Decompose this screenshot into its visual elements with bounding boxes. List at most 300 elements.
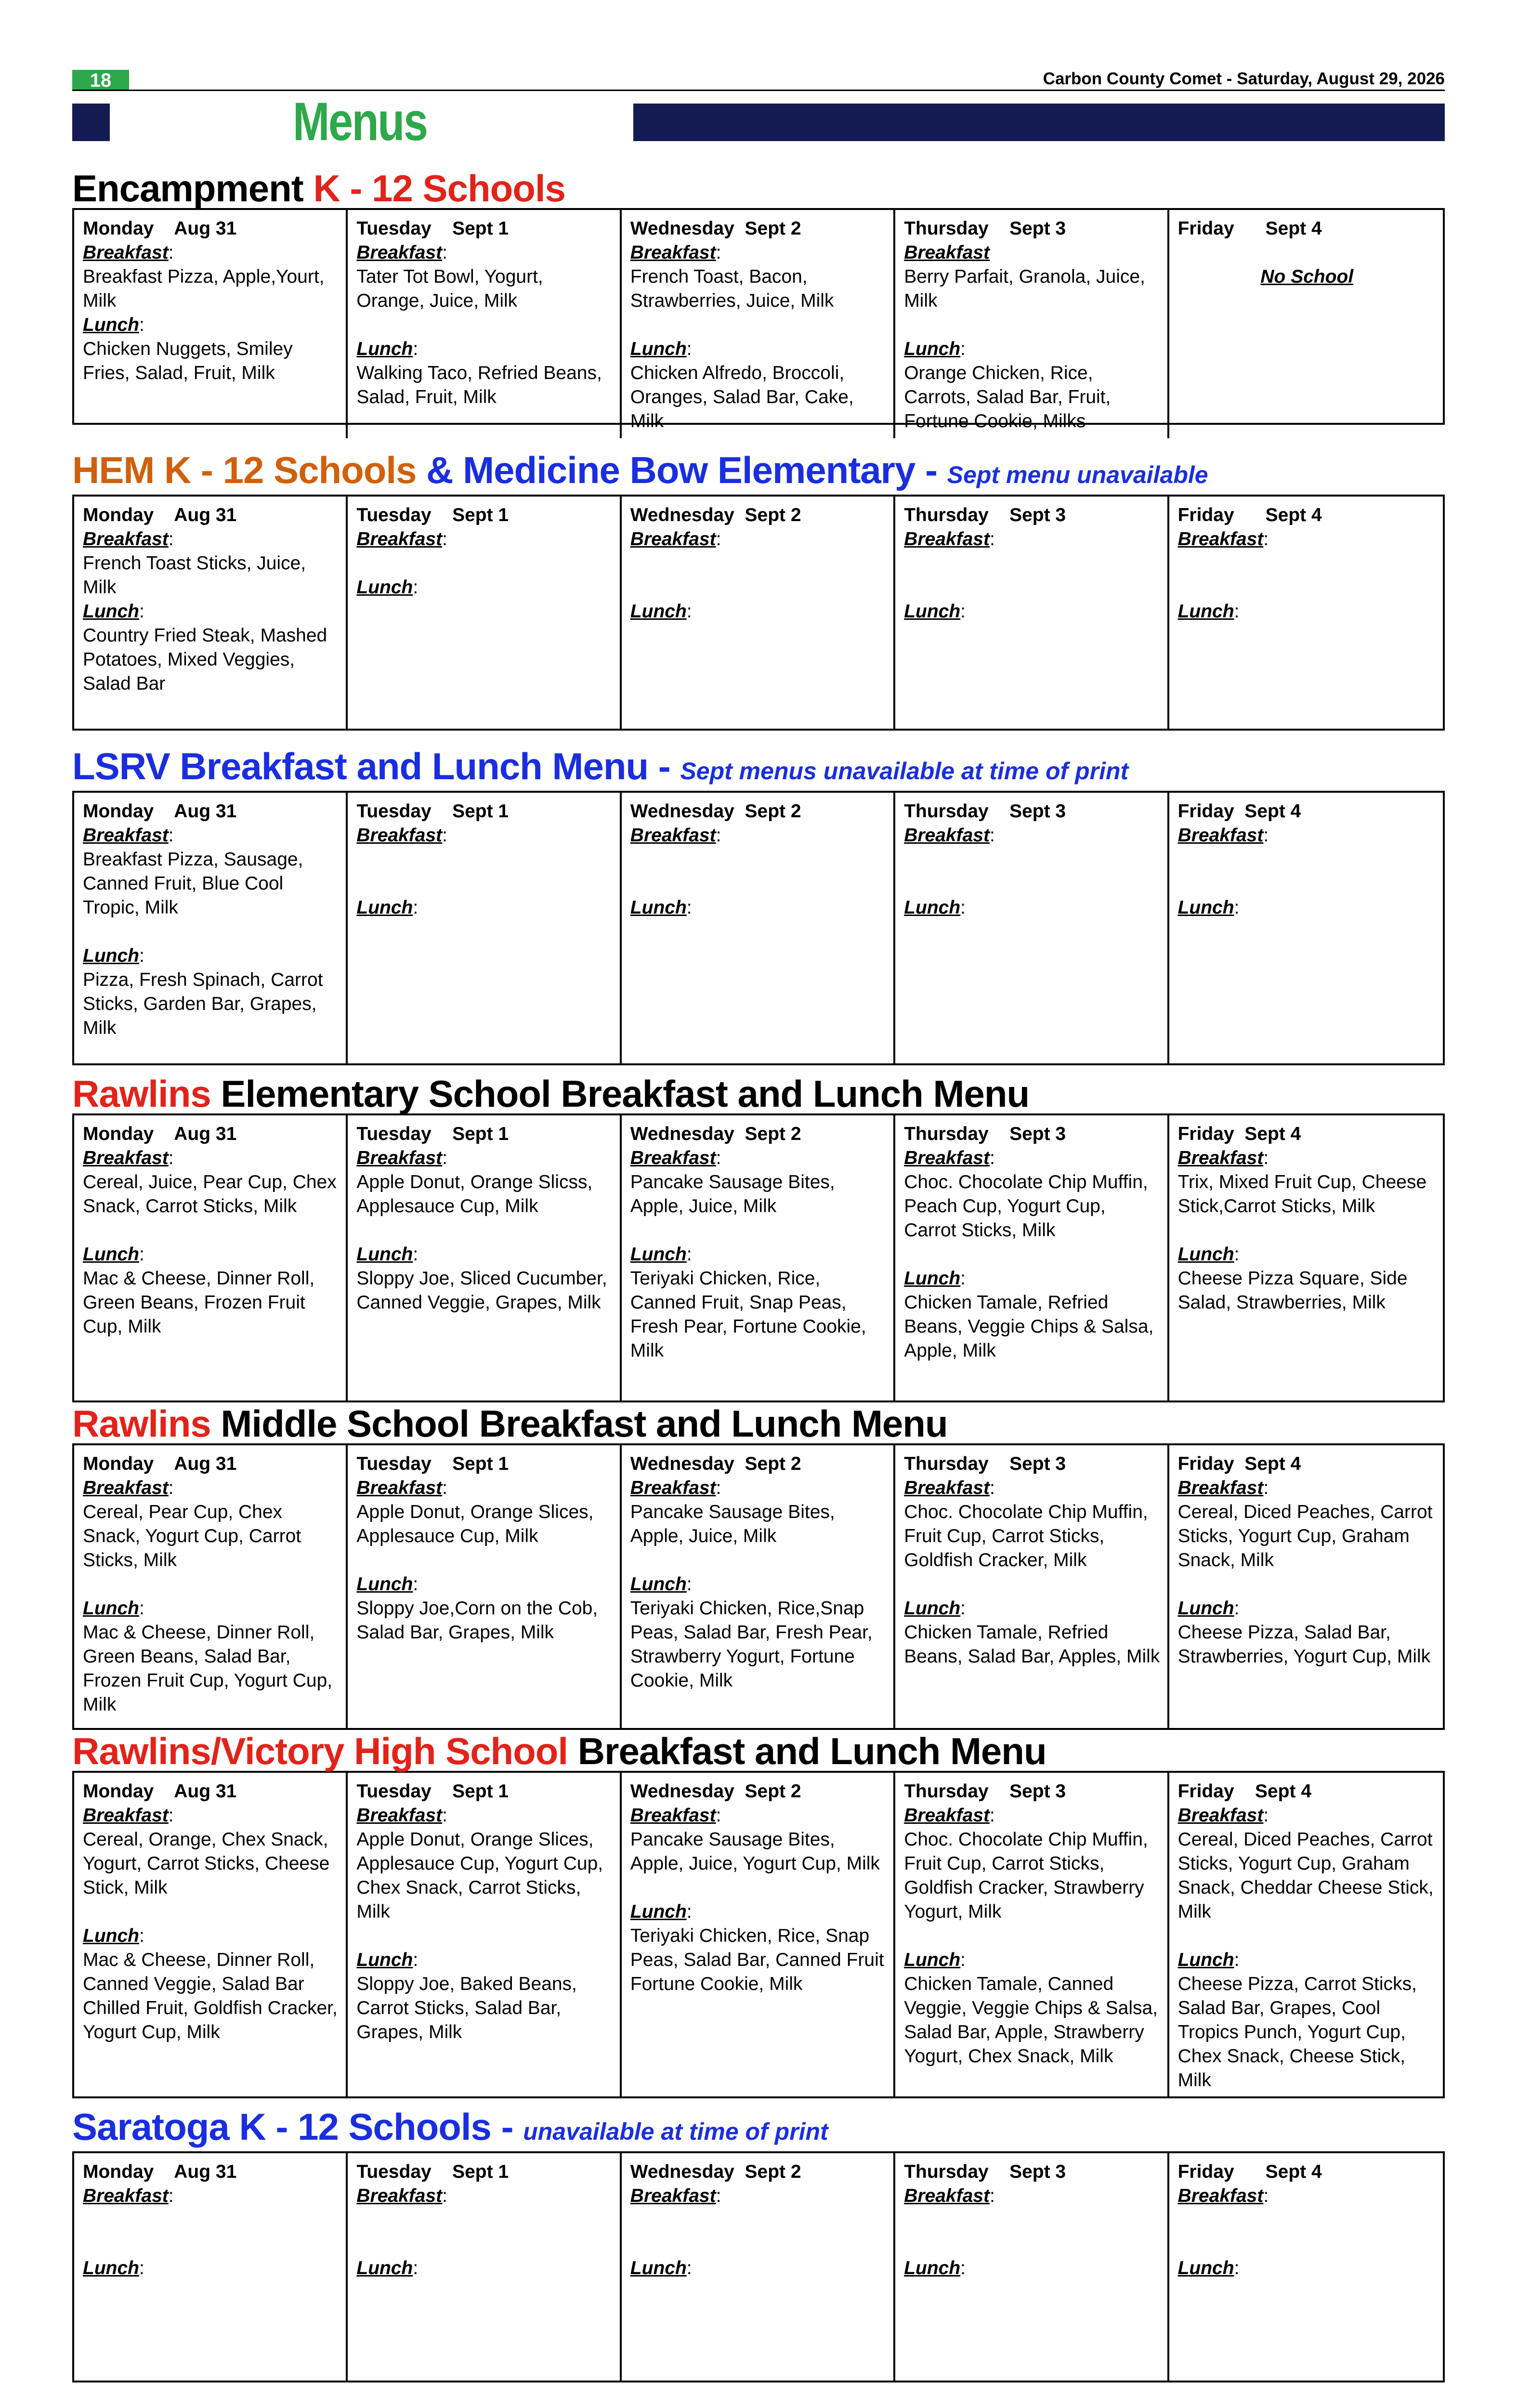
section-title bbox=[72, 2107, 1445, 2151]
menu-section bbox=[72, 746, 1445, 1065]
breakfast-items: Choc. Chocolate Chip Muffin, Fruit Cup, Carrot Sticks, Goldfish Cracker, Milk bbox=[904, 1502, 1148, 1570]
section-note: Sept menus unavailable at time of print bbox=[680, 758, 1129, 785]
day-label: Wednesday Sept 2 bbox=[630, 218, 801, 239]
spacer bbox=[356, 2232, 613, 2256]
lunch-items: Teriyaki Chicken, Rice,Snap Peas, Salad Bar, Fresh Pear, Strawberry Yogurt, Fortune Cookie, Milk bbox=[630, 1598, 873, 1691]
spacer bbox=[356, 551, 613, 576]
day-cell bbox=[1169, 793, 1443, 1063]
lunch-heading: Lunch: bbox=[356, 2258, 418, 2278]
day-label: Wednesday Sept 2 bbox=[630, 2161, 801, 2182]
day-label: Thursday Sept 3 bbox=[904, 1124, 1066, 1144]
breakfast-items: Berry Parfait, Granola, Juice, Milk bbox=[904, 266, 1145, 311]
day-cell bbox=[348, 793, 621, 1063]
spacer bbox=[1178, 848, 1436, 872]
breakfast-label: Breakfast bbox=[1177, 825, 1264, 846]
menu-grid bbox=[72, 208, 1445, 432]
breakfast-heading: Breakfast: bbox=[356, 2186, 448, 2206]
breakfast-heading: Breakfast: bbox=[630, 1148, 721, 1168]
lunch-items: Cheese Pizza, Salad Bar, Strawberries, Yogurt Cup, Milk bbox=[1177, 1622, 1431, 1667]
breakfast-label: Breakfast bbox=[83, 242, 169, 263]
day-label: Tuesday Sept 1 bbox=[356, 1781, 509, 1802]
lunch-label: Lunch bbox=[356, 577, 413, 598]
lunch-heading: Lunch: bbox=[630, 601, 692, 622]
spacer bbox=[1178, 1924, 1436, 1948]
breakfast-items: Choc. Chocolate Chip Muffin, Peach Cup, Yogurt Cup, Carrot Sticks, Milk bbox=[904, 1172, 1148, 1241]
lunch-heading: Lunch: bbox=[83, 1925, 144, 1946]
breakfast-heading: Breakfast: bbox=[356, 242, 448, 263]
lunch-heading: Lunch: bbox=[1177, 897, 1240, 918]
spacer bbox=[904, 2232, 1160, 2256]
breakfast-heading: Breakfast: bbox=[904, 825, 995, 846]
breakfast-heading: Breakfast: bbox=[83, 1148, 174, 1168]
day-label: Friday Sept 4 bbox=[1177, 2161, 1322, 2182]
section-note: Sept menu unavailable bbox=[947, 461, 1208, 488]
section-title-part: & Medicine Bow Elementary - bbox=[426, 449, 947, 491]
day-cell bbox=[895, 210, 1169, 438]
breakfast-heading: Breakfast: bbox=[1177, 1478, 1269, 1498]
breakfast-items: Pancake Sausage Bites, Apple, Juice, Yogurt Cup, Milk bbox=[630, 1829, 880, 1874]
spacer bbox=[630, 2232, 887, 2256]
day-label: Monday Aug 31 bbox=[83, 1453, 237, 1474]
day-label: Friday Sept 4 bbox=[1177, 1781, 1312, 1802]
section-title-part: LSRV Breakfast and Lunch Menu - bbox=[72, 745, 680, 787]
breakfast-heading: Breakfast: bbox=[83, 2186, 174, 2206]
breakfast-label: Breakfast bbox=[630, 825, 716, 846]
header-bar bbox=[633, 104, 1445, 141]
breakfast-label: Breakfast bbox=[904, 1148, 990, 1168]
day-label: Monday Aug 31 bbox=[83, 1781, 237, 1802]
day-cell bbox=[895, 2153, 1169, 2381]
lunch-heading: Lunch: bbox=[1177, 2258, 1240, 2278]
menu-grid bbox=[72, 1771, 1445, 2098]
breakfast-heading: Breakfast: bbox=[1177, 1148, 1269, 1168]
day-cell bbox=[74, 793, 348, 1063]
lunch-label: Lunch bbox=[904, 2258, 961, 2278]
breakfast-label: Breakfast bbox=[83, 825, 169, 846]
lunch-heading: Lunch: bbox=[630, 1244, 692, 1265]
breakfast-label: Breakfast bbox=[904, 825, 990, 846]
day-label: Tuesday Sept 1 bbox=[356, 801, 509, 822]
breakfast-heading: Breakfast: bbox=[904, 1148, 995, 1168]
menu-section bbox=[72, 1404, 1445, 1730]
breakfast-items: Cereal, Diced Peaches, Carrot Sticks, Yogurt Cup, Graham Snack, Cheddar Cheese Stick, Milk bbox=[1177, 1829, 1434, 1922]
breakfast-label: Breakfast bbox=[630, 2186, 716, 2206]
day-label: Monday Aug 31 bbox=[83, 801, 237, 822]
day-cell bbox=[622, 1773, 895, 2097]
spacer bbox=[356, 848, 613, 872]
breakfast-label: Breakfast bbox=[630, 1148, 716, 1168]
section-title-part: Breakfast and Lunch Menu bbox=[577, 1730, 1046, 1772]
menu-section bbox=[72, 1074, 1445, 1402]
day-label: Friday Sept 4 bbox=[1177, 1453, 1301, 1474]
section-title-part: Elementary School Breakfast and Lunch Menu bbox=[221, 1073, 1030, 1115]
spacer bbox=[356, 1548, 613, 1572]
day-cell bbox=[895, 1445, 1169, 1728]
breakfast-items: Cereal, Orange, Chex Snack, Yogurt, Carrot Sticks, Cheese Stick, Milk bbox=[83, 1829, 330, 1898]
breakfast-label: Breakfast bbox=[904, 1805, 990, 1826]
lunch-items: Chicken Tamale, Refried Beans, Veggie Chips & Salsa, Apple, Milk bbox=[904, 1292, 1154, 1361]
breakfast-heading: Breakfast: bbox=[1177, 825, 1269, 846]
day-label: Thursday Sept 3 bbox=[904, 218, 1066, 239]
lunch-label: Lunch bbox=[904, 897, 961, 918]
day-cell bbox=[348, 1773, 621, 2097]
spacer bbox=[904, 872, 1160, 896]
spacer bbox=[1178, 2208, 1436, 2232]
lunch-heading: Lunch: bbox=[630, 1574, 692, 1595]
day-label: Wednesday Sept 2 bbox=[630, 801, 801, 822]
section-title bbox=[72, 1731, 1445, 1771]
lunch-heading: Lunch: bbox=[630, 339, 692, 359]
lunch-label: Lunch bbox=[83, 945, 139, 966]
breakfast-heading: Breakfast: bbox=[904, 1478, 995, 1498]
breakfast-heading: Breakfast: bbox=[83, 529, 174, 550]
day-label: Tuesday Sept 1 bbox=[356, 218, 509, 239]
lunch-label: Lunch bbox=[630, 1244, 687, 1265]
lunch-heading: Lunch: bbox=[356, 1574, 418, 1595]
spacer bbox=[630, 1876, 887, 1900]
lunch-label: Lunch bbox=[356, 1244, 413, 1265]
breakfast-label: Breakfast bbox=[356, 825, 443, 846]
menu-grid bbox=[72, 2151, 1445, 2382]
lunch-heading: Lunch: bbox=[83, 314, 144, 335]
breakfast-label: Breakfast bbox=[1177, 1478, 1264, 1498]
lunch-heading: Lunch: bbox=[83, 1598, 144, 1619]
lunch-label: Lunch bbox=[356, 1574, 413, 1595]
menu-section bbox=[72, 2107, 1445, 2382]
breakfast-label: Breakfast bbox=[630, 1478, 716, 1498]
spacer bbox=[630, 848, 887, 872]
day-cell bbox=[622, 497, 895, 729]
spacer bbox=[630, 872, 887, 896]
breakfast-label: Breakfast bbox=[83, 1148, 169, 1168]
spacer bbox=[1178, 2232, 1436, 2256]
breakfast-label: Breakfast bbox=[630, 242, 716, 263]
day-label: Friday Sept 4 bbox=[1177, 801, 1301, 822]
menu-grid bbox=[72, 495, 1445, 731]
lunch-items: Cheese Pizza Square, Side Salad, Strawberries, Milk bbox=[1177, 1268, 1408, 1313]
lunch-heading: Lunch: bbox=[904, 1950, 966, 1970]
lunch-items: Chicken Tamale, Refried Beans, Salad Bar, Apples, Milk bbox=[904, 1622, 1160, 1667]
breakfast-items: French Toast Sticks, Juice, Milk bbox=[83, 553, 306, 598]
breakfast-heading: Breakfast: bbox=[630, 529, 721, 550]
lunch-items: Sloppy Joe, Baked Beans, Carrot Sticks, Salad Bar, Grapes, Milk bbox=[356, 1974, 577, 2042]
day-label: Tuesday Sept 1 bbox=[356, 1124, 509, 1144]
spacer bbox=[356, 1924, 613, 1948]
lunch-heading: Lunch: bbox=[356, 339, 418, 359]
breakfast-heading: Breakfast: bbox=[356, 825, 448, 846]
section-title-part: K - 12 Schools bbox=[313, 167, 565, 209]
lunch-label: Lunch bbox=[1177, 897, 1234, 918]
lunch-heading: Lunch: bbox=[904, 2258, 966, 2278]
breakfast-label: Breakfast bbox=[356, 529, 443, 550]
lunch-heading: Lunch: bbox=[356, 1950, 418, 1970]
spacer bbox=[630, 1548, 887, 1572]
breakfast-heading: Breakfast: bbox=[1177, 1805, 1269, 1826]
day-label: Monday Aug 31 bbox=[83, 1124, 237, 1144]
breakfast-items: Cereal, Pear Cup, Chex Snack, Yogurt Cup, Carrot Sticks, Milk bbox=[83, 1502, 301, 1570]
day-cell bbox=[622, 210, 895, 438]
breakfast-items: Cereal, Diced Peaches, Carrot Sticks, Yogurt Cup, Graham Snack, Milk bbox=[1177, 1502, 1433, 1570]
lunch-heading: Lunch: bbox=[83, 945, 144, 966]
lunch-items: Mac & Cheese, Dinner Roll, Green Beans, Frozen Fruit Cup, Milk bbox=[83, 1268, 315, 1337]
spacer bbox=[356, 1218, 613, 1243]
spacer bbox=[630, 2208, 887, 2232]
spacer bbox=[630, 1218, 887, 1243]
spacer bbox=[83, 1900, 339, 1924]
breakfast-heading: Breakfast: bbox=[83, 242, 174, 263]
breakfast-label: Breakfast bbox=[1177, 1148, 1264, 1168]
section-title bbox=[72, 169, 1445, 208]
lunch-items: Mac & Cheese, Dinner Roll, Canned Veggie, Salad Bar Chilled Fruit, Goldfish Cracker, Yogurt Cup, Milk bbox=[83, 1950, 338, 2042]
breakfast-heading: Breakfast: bbox=[630, 1478, 721, 1498]
lunch-heading: Lunch: bbox=[630, 2258, 692, 2278]
day-label: Friday Sept 4 bbox=[1177, 218, 1322, 239]
lunch-heading: Lunch: bbox=[1177, 1950, 1240, 1970]
menu-section bbox=[72, 450, 1445, 731]
breakfast-heading: Breakfast: bbox=[630, 242, 721, 263]
lunch-label: Lunch bbox=[356, 1950, 413, 1970]
breakfast-items: Breakfast Pizza, Apple,Yourt, Milk bbox=[83, 266, 325, 311]
breakfast-label: Breakfast bbox=[1177, 1805, 1264, 1826]
day-cell bbox=[1169, 2153, 1443, 2381]
lunch-label: Lunch bbox=[904, 1268, 961, 1289]
breakfast-label: Breakfast bbox=[1177, 529, 1264, 550]
breakfast-label: Breakfast bbox=[83, 529, 169, 550]
lunch-items: Sloppy Joe,Corn on the Cob, Salad Bar, Grapes, Milk bbox=[356, 1598, 598, 1643]
day-label: Thursday Sept 3 bbox=[904, 1453, 1066, 1474]
lunch-label: Lunch bbox=[1177, 2258, 1234, 2278]
breakfast-heading: Breakfast: bbox=[356, 1805, 448, 1826]
day-cell bbox=[74, 1773, 348, 2097]
day-label: Thursday Sept 3 bbox=[904, 505, 1066, 525]
day-label: Friday Sept 4 bbox=[1177, 1124, 1301, 1144]
breakfast-items: Apple Donut, Orange Slicss, Applesauce Cup, Milk bbox=[356, 1172, 593, 1217]
page-title: Menus bbox=[293, 92, 427, 152]
breakfast-heading: Breakfast: bbox=[356, 1478, 448, 1498]
menu-grid bbox=[72, 1113, 1445, 1402]
lunch-label: Lunch bbox=[1177, 601, 1234, 622]
breakfast-label: Breakfast bbox=[630, 529, 716, 550]
section-title-part: Encampment bbox=[72, 167, 314, 209]
breakfast-items: Pancake Sausage Bites, Apple, Juice, Milk bbox=[630, 1172, 835, 1217]
lunch-items: Teriyaki Chicken, Rice, Snap Peas, Salad Bar, Canned Fruit Fortune Cookie, Milk bbox=[630, 1925, 884, 1994]
spacer bbox=[904, 1924, 1160, 1948]
lunch-items: Chicken Tamale, Canned Veggie, Veggie Chips & Salsa, Salad Bar, Apple, Strawberry Yogurt, Chex Snack, Milk bbox=[904, 1974, 1158, 2067]
lunch-label: Lunch bbox=[83, 601, 139, 622]
breakfast-label: Breakfast bbox=[904, 2186, 990, 2206]
day-cell bbox=[895, 1115, 1169, 1400]
no-school-note: No School bbox=[1260, 266, 1354, 287]
breakfast-heading: Breakfast: bbox=[630, 825, 721, 846]
spacer bbox=[1178, 1218, 1436, 1243]
lunch-label: Lunch bbox=[83, 1598, 139, 1619]
lunch-label: Lunch bbox=[1177, 1950, 1234, 1970]
breakfast-label: Breakfast bbox=[83, 1478, 169, 1498]
lunch-heading: Lunch: bbox=[1177, 1598, 1240, 1619]
spacer bbox=[904, 848, 1160, 872]
spacer bbox=[83, 1218, 339, 1243]
section-title bbox=[72, 450, 1445, 495]
spacer bbox=[904, 576, 1160, 600]
day-cell bbox=[1169, 1773, 1443, 2097]
day-cell bbox=[348, 210, 621, 438]
day-label: Thursday Sept 3 bbox=[904, 2161, 1066, 2182]
lunch-label: Lunch bbox=[356, 897, 413, 918]
menu-section bbox=[72, 1731, 1445, 2098]
lunch-label: Lunch bbox=[356, 339, 413, 359]
lunch-heading: Lunch: bbox=[904, 1598, 966, 1619]
breakfast-heading: Breakfast: bbox=[356, 529, 448, 550]
breakfast-heading: Breakfast: bbox=[630, 2186, 721, 2206]
spacer bbox=[1178, 551, 1436, 576]
lunch-label: Lunch bbox=[630, 1901, 687, 1922]
day-cell bbox=[622, 2153, 895, 2381]
day-label: Wednesday Sept 2 bbox=[630, 505, 801, 525]
day-label: Tuesday Sept 1 bbox=[356, 1453, 509, 1474]
breakfast-items: Choc. Chocolate Chip Muffin, Fruit Cup, Carrot Sticks, Goldfish Cracker, Strawberry Yogurt, Milk bbox=[904, 1829, 1148, 1922]
lunch-heading: Lunch: bbox=[1177, 1244, 1240, 1265]
menu-section bbox=[72, 167, 1445, 432]
breakfast-label: Breakfast bbox=[356, 1478, 443, 1498]
spacer bbox=[904, 313, 1160, 337]
breakfast-items: Pancake Sausage Bites, Apple, Juice, Milk bbox=[630, 1502, 835, 1546]
day-cell bbox=[895, 1773, 1169, 2097]
spacer bbox=[83, 2232, 339, 2256]
lunch-items: Walking Taco, Refried Beans, Salad, Fruit, Milk bbox=[356, 363, 602, 407]
day-label: Thursday Sept 3 bbox=[904, 801, 1066, 822]
spacer bbox=[630, 551, 887, 576]
day-cell bbox=[74, 497, 348, 729]
lunch-items: Teriyaki Chicken, Rice, Canned Fruit, Snap Peas, Fresh Pear, Fortune Cookie, Milk bbox=[630, 1268, 866, 1361]
breakfast-heading: Breakfast: bbox=[1177, 529, 1269, 550]
lunch-label: Lunch bbox=[630, 339, 687, 359]
day-cell bbox=[622, 1445, 895, 1728]
lunch-heading: Lunch: bbox=[356, 1244, 418, 1265]
breakfast-label: Breakfast bbox=[356, 242, 443, 263]
day-label: Tuesday Sept 1 bbox=[356, 505, 509, 525]
day-label: Monday Aug 31 bbox=[83, 2161, 237, 2182]
day-label: Monday Aug 31 bbox=[83, 505, 237, 525]
spacer bbox=[1178, 872, 1436, 896]
lunch-heading: Lunch: bbox=[356, 577, 418, 598]
breakfast-label: Breakfast bbox=[356, 2186, 443, 2206]
section-note: unavailable at time of print bbox=[523, 2118, 828, 2145]
day-cell bbox=[895, 793, 1169, 1063]
breakfast-label: Breakfast bbox=[904, 242, 990, 263]
breakfast-heading: Breakfast: bbox=[356, 1148, 448, 1168]
header-rule bbox=[72, 90, 1445, 91]
lunch-label: Lunch bbox=[83, 1925, 139, 1946]
lunch-heading: Lunch: bbox=[904, 339, 966, 359]
lunch-items: Orange Chicken, Rice, Carrots, Salad Bar, Fruit, Fortune Cookie, Milks bbox=[904, 363, 1111, 432]
day-label: Wednesday Sept 2 bbox=[630, 1453, 801, 1474]
breakfast-items: Apple Donut, Orange Slices, Applesauce Cup, Yogurt Cup, Chex Snack, Carrot Sticks, Milk bbox=[356, 1829, 603, 1922]
breakfast-heading: Breakfast: bbox=[1177, 2186, 1269, 2206]
day-cell bbox=[895, 497, 1169, 729]
day-cell bbox=[348, 2153, 621, 2381]
spacer bbox=[904, 1243, 1160, 1267]
day-label: Friday Sept 4 bbox=[1177, 505, 1322, 525]
section-title-part: Rawlins/Victory High School bbox=[72, 1730, 578, 1772]
breakfast-heading: Breakfast: bbox=[83, 1478, 174, 1498]
lunch-label: Lunch bbox=[83, 1244, 139, 1265]
day-cell bbox=[1169, 210, 1443, 438]
breakfast-label: Breakfast bbox=[356, 1805, 443, 1826]
lunch-label: Lunch bbox=[1177, 1598, 1234, 1619]
section-title-part: Saratoga K - 12 Schools - bbox=[72, 2106, 523, 2148]
breakfast-label: Breakfast bbox=[904, 529, 990, 550]
breakfast-items: Breakfast Pizza, Sausage, Canned Fruit, Blue Cool Tropic, Milk bbox=[83, 849, 303, 918]
lunch-heading: Lunch: bbox=[83, 601, 144, 622]
section-title bbox=[72, 1404, 1445, 1443]
spacer bbox=[356, 2208, 613, 2232]
day-cell bbox=[74, 1445, 348, 1728]
spacer bbox=[904, 2208, 1160, 2232]
lunch-heading: Lunch: bbox=[83, 2258, 144, 2278]
spacer bbox=[83, 920, 339, 944]
lunch-label: Lunch bbox=[630, 1574, 687, 1595]
day-cell bbox=[622, 1115, 895, 1400]
breakfast-label: Breakfast bbox=[904, 1478, 990, 1498]
lunch-items: Chicken Nuggets, Smiley Fries, Salad, Fruit, Milk bbox=[83, 339, 293, 383]
lunch-label: Lunch bbox=[904, 1598, 961, 1619]
lunch-items: Chicken Alfredo, Broccoli, Oranges, Salad Bar, Cake, Milk bbox=[630, 363, 854, 432]
breakfast-label: Breakfast bbox=[356, 1148, 443, 1168]
day-cell bbox=[74, 1115, 348, 1400]
breakfast-heading: Breakfast: bbox=[904, 529, 995, 550]
lunch-heading: Lunch: bbox=[904, 601, 966, 622]
day-label: Wednesday Sept 2 bbox=[630, 1124, 801, 1144]
lunch-heading: Lunch: bbox=[904, 897, 966, 918]
lunch-heading: Lunch: bbox=[630, 897, 692, 918]
page-number: 18 bbox=[72, 70, 129, 91]
lunch-label: Lunch bbox=[83, 314, 139, 335]
lunch-label: Lunch bbox=[356, 2258, 413, 2278]
lunch-heading: Lunch: bbox=[630, 1901, 692, 1922]
spacer bbox=[904, 1572, 1160, 1597]
menu-grid bbox=[72, 791, 1445, 1065]
breakfast-items: Tater Tot Bowl, Yogurt, Orange, Juice, Milk bbox=[356, 266, 543, 311]
lunch-label: Lunch bbox=[1177, 1244, 1234, 1265]
breakfast-heading: Breakfast: bbox=[83, 1805, 174, 1826]
lunch-label: Lunch bbox=[83, 2258, 139, 2278]
lunch-heading: Lunch: bbox=[1177, 601, 1240, 622]
day-label: Wednesday Sept 2 bbox=[630, 1781, 801, 1802]
spacer bbox=[356, 313, 613, 337]
spacer bbox=[904, 551, 1160, 576]
day-label: Tuesday Sept 1 bbox=[356, 2161, 509, 2182]
lunch-items: Sloppy Joe, Sliced Cucumber, Canned Veggie, Grapes, Milk bbox=[356, 1268, 607, 1313]
header-square bbox=[72, 104, 110, 141]
breakfast-label: Breakfast bbox=[83, 1805, 169, 1826]
breakfast-items: Apple Donut, Orange Slices, Applesauce Cup, Milk bbox=[356, 1502, 594, 1546]
publication-title: Carbon County Comet - Saturday, August 29, 2026 bbox=[1043, 69, 1445, 88]
lunch-heading: Lunch: bbox=[83, 1244, 144, 1265]
breakfast-heading bbox=[904, 241, 1160, 265]
breakfast-heading: Breakfast: bbox=[83, 825, 174, 846]
lunch-items: Cheese Pizza, Carrot Sticks, Salad Bar, Grapes, Cool Tropics Punch, Yogurt Cup, Chex Snack, Cheese Stick, Milk bbox=[1177, 1974, 1417, 2091]
lunch-items: Pizza, Fresh Spinach, Carrot Sticks, Garden Bar, Grapes, Milk bbox=[83, 969, 323, 1038]
day-cell bbox=[348, 1445, 621, 1728]
breakfast-label: Breakfast bbox=[630, 1805, 716, 1826]
section-title bbox=[72, 746, 1445, 791]
breakfast-heading: Breakfast: bbox=[630, 1805, 721, 1826]
lunch-label: Lunch bbox=[904, 339, 961, 359]
spacer bbox=[83, 1572, 339, 1597]
day-label: Thursday Sept 3 bbox=[904, 1781, 1066, 1802]
breakfast-items: Trix, Mixed Fruit Cup, Cheese Stick,Carrot Sticks, Milk bbox=[1177, 1172, 1427, 1217]
section-title-part: Rawlins bbox=[72, 1073, 221, 1115]
